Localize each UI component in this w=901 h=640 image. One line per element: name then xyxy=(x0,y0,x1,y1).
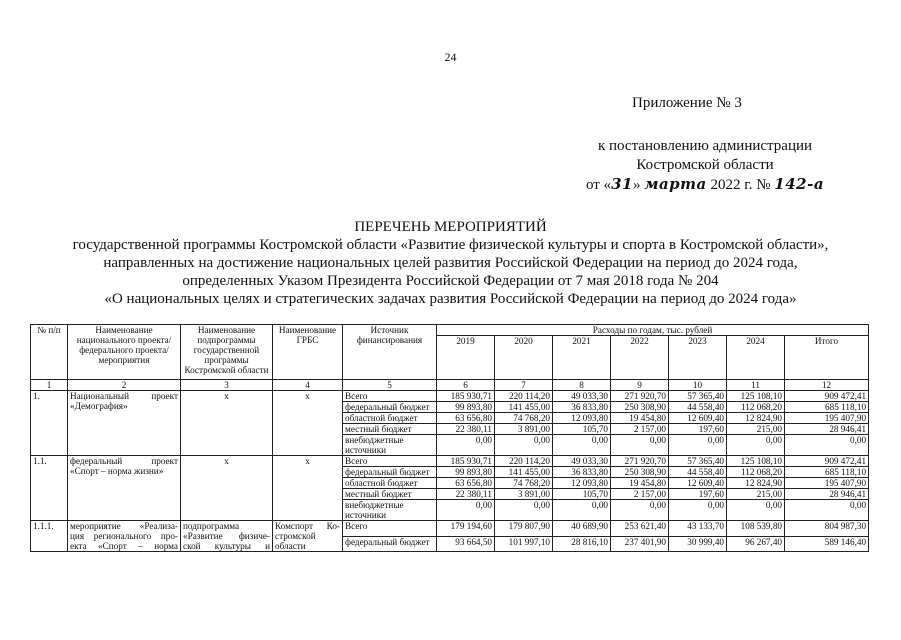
row-name-line: мероприятие «Реализа- xyxy=(70,521,178,531)
cell-total: 909 472,41 xyxy=(785,391,869,402)
col-number: 8 xyxy=(553,380,611,391)
decree-day: 31 xyxy=(611,175,633,193)
cell-value: 12 609,40 xyxy=(669,413,727,424)
cell-value: 3 891,00 xyxy=(495,424,553,435)
cell-total: 28 946,41 xyxy=(785,424,869,435)
row-subprogram-line: подпрограмма xyxy=(183,521,240,531)
header-2019: 2019 xyxy=(437,336,495,380)
cell-total: 685 118,10 xyxy=(785,402,869,413)
row-name: федеральный проект «Спорт – норма жизни» xyxy=(68,456,181,521)
cell-value: 74 768,20 xyxy=(495,478,553,489)
cell-value: 36 833,80 xyxy=(553,467,611,478)
cell-value: 141 455,00 xyxy=(495,467,553,478)
header-2022: 2022 xyxy=(611,336,669,380)
col-number: 2 xyxy=(68,380,181,391)
cell-value: 125 108,10 xyxy=(727,456,785,467)
cell-value: 12 824,90 xyxy=(727,413,785,424)
cell-total: 589 146,40 xyxy=(785,536,869,552)
row-source: федеральный бюджет xyxy=(343,536,437,552)
cell-value: 57 365,40 xyxy=(669,391,727,402)
cell-value: 12 824,90 xyxy=(727,478,785,489)
cell-value: 57 365,40 xyxy=(669,456,727,467)
cell-value: 105,70 xyxy=(553,424,611,435)
cell-value: 215,00 xyxy=(727,424,785,435)
cell-value: 99 893,80 xyxy=(437,467,495,478)
row-name-line: ция регионального про- xyxy=(70,531,178,541)
cell-value: 253 621,40 xyxy=(611,521,669,537)
cell-value: 28 816,10 xyxy=(553,536,611,552)
row-source: внебюджетные источники xyxy=(343,435,437,456)
row-num: 1.1. xyxy=(31,456,68,521)
row-grbs-line: стромской xyxy=(275,531,316,541)
column-number-row xyxy=(31,380,869,391)
cell-value: 237 401,90 xyxy=(611,536,669,552)
activities-table xyxy=(30,324,869,552)
row-source: внебюджетные источники xyxy=(343,500,437,521)
header-2023: 2023 xyxy=(669,336,727,380)
cell-total: 909 472,41 xyxy=(785,456,869,467)
row-num: 1. xyxy=(31,391,68,456)
cell-value: 12 609,40 xyxy=(669,478,727,489)
row-num: 1.1.1. xyxy=(31,521,68,552)
row-source: областной бюджет xyxy=(343,478,437,489)
row-source: Всего xyxy=(343,521,437,537)
row-source: федеральный бюджет xyxy=(343,467,437,478)
cell-value: 185 930,71 xyxy=(437,456,495,467)
cell-total: 28 946,41 xyxy=(785,489,869,500)
cell-value: 0,00 xyxy=(611,500,669,521)
header-num: № п/п xyxy=(31,325,68,380)
cell-value: 250 308,90 xyxy=(611,467,669,478)
header-subprogram: Наименование подпрограммы государственной программы Костромской области xyxy=(181,325,273,380)
row-source: федеральный бюджет xyxy=(343,402,437,413)
col-number: 7 xyxy=(495,380,553,391)
row-grbs-line: Комспорт Ко- xyxy=(275,521,340,531)
col-number: 9 xyxy=(611,380,669,391)
decree-mid: » xyxy=(632,177,645,193)
cell-value: 36 833,80 xyxy=(553,402,611,413)
row-source: местный бюджет xyxy=(343,424,437,435)
cell-value: 197,60 xyxy=(669,424,727,435)
row-subprogram: х xyxy=(181,456,273,521)
cell-value: 30 999,40 xyxy=(669,536,727,552)
col-number: 10 xyxy=(669,380,727,391)
col-number: 4 xyxy=(273,380,343,391)
cell-value: 271 920,70 xyxy=(611,391,669,402)
cell-value: 0,00 xyxy=(611,435,669,456)
cell-value: 197,60 xyxy=(669,489,727,500)
row-grbs xyxy=(273,521,343,552)
cell-value: 0,00 xyxy=(727,435,785,456)
cell-value: 22 380,11 xyxy=(437,489,495,500)
cell-value: 125 108,10 xyxy=(727,391,785,402)
cell-value: 40 689,90 xyxy=(553,521,611,537)
row-subprogram-line: «Развитие физиче- xyxy=(183,531,270,541)
header-project: Наименование национального проекта/федерального проекта/мероприятия xyxy=(68,325,181,380)
cell-value: 271 920,70 xyxy=(611,456,669,467)
cell-total: 0,00 xyxy=(785,435,869,456)
col-number: 1 xyxy=(31,380,68,391)
row-grbs-line: области xyxy=(275,541,306,551)
row-subprogram: х xyxy=(181,391,273,456)
cell-value: 19 454,80 xyxy=(611,478,669,489)
cell-value: 220 114,20 xyxy=(495,391,553,402)
cell-total: 195 407,90 xyxy=(785,478,869,489)
cell-value: 0,00 xyxy=(553,500,611,521)
decree-line-1: к постановлению администрации xyxy=(597,138,813,154)
cell-value: 0,00 xyxy=(495,500,553,521)
cell-value: 112 068,20 xyxy=(727,402,785,413)
header-source: Источник финансирования xyxy=(343,325,437,380)
table-row xyxy=(31,456,869,467)
cell-value: 141 455,00 xyxy=(495,402,553,413)
row-grbs: х xyxy=(273,391,343,456)
cell-value: 0,00 xyxy=(437,500,495,521)
row-source: областной бюджет xyxy=(343,413,437,424)
cell-value: 179 194,60 xyxy=(437,521,495,537)
title-line-1: ПЕРЕЧЕНЬ МЕРОПРИЯТИЙ xyxy=(354,219,547,235)
cell-value: 44 558,40 xyxy=(669,402,727,413)
cell-value: 0,00 xyxy=(495,435,553,456)
cell-value: 22 380,11 xyxy=(437,424,495,435)
row-subprogram-line: ской культуры и xyxy=(183,541,270,551)
cell-value: 112 068,20 xyxy=(727,467,785,478)
table-row xyxy=(31,391,869,402)
cell-value: 215,00 xyxy=(727,489,785,500)
decree-line-2: Костромской области xyxy=(636,157,774,173)
row-name xyxy=(68,521,181,552)
cell-total: 195 407,90 xyxy=(785,413,869,424)
document-title xyxy=(0,218,901,308)
cell-value: 49 033,30 xyxy=(553,391,611,402)
cell-value: 44 558,40 xyxy=(669,467,727,478)
cell-value: 43 133,70 xyxy=(669,521,727,537)
appendix-label: Приложение № 3 xyxy=(632,95,742,111)
row-name-line: екта «Спорт – норма xyxy=(70,541,178,551)
title-line-5: «О национальных целях и стратегических задачах развития Российской Федерации на период до 2024 года» xyxy=(104,291,797,307)
header-grbs: Наименование ГРБС xyxy=(273,325,343,380)
cell-value: 0,00 xyxy=(669,435,727,456)
table-row xyxy=(31,521,869,537)
row-source: Всего xyxy=(343,391,437,402)
cell-value: 19 454,80 xyxy=(611,413,669,424)
col-number: 6 xyxy=(437,380,495,391)
cell-value: 3 891,00 xyxy=(495,489,553,500)
cell-value: 0,00 xyxy=(727,500,785,521)
decree-prefix: от « xyxy=(585,177,612,193)
cell-value: 12 093,80 xyxy=(553,413,611,424)
decree-month: марта xyxy=(644,175,707,193)
row-source: местный бюджет xyxy=(343,489,437,500)
title-line-2: государственной программы Костромской области «Развитие физической культуры и спорта в Костромской области», xyxy=(72,237,829,253)
decree-reference xyxy=(555,137,855,195)
cell-value: 49 033,30 xyxy=(553,456,611,467)
cell-total: 804 987,30 xyxy=(785,521,869,537)
row-source: Всего xyxy=(343,456,437,467)
col-number: 12 xyxy=(785,380,869,391)
cell-total: 685 118,10 xyxy=(785,467,869,478)
row-grbs: х xyxy=(273,456,343,521)
cell-value: 12 093,80 xyxy=(553,478,611,489)
cell-total: 0,00 xyxy=(785,500,869,521)
title-line-4: определенных Указом Президента Российской Федерации от 7 мая 2018 года № 204 xyxy=(182,273,719,289)
header-expenses: Расходы по годам, тыс. рублей xyxy=(437,325,869,336)
cell-value: 108 539,80 xyxy=(727,521,785,537)
header-total: Итого xyxy=(785,336,869,380)
cell-value: 220 114,20 xyxy=(495,456,553,467)
row-subprogram xyxy=(181,521,273,552)
decree-year: 2022 г. № xyxy=(706,177,775,193)
cell-value: 185 930,71 xyxy=(437,391,495,402)
cell-value: 93 664,50 xyxy=(437,536,495,552)
page-number: 24 xyxy=(444,50,457,64)
cell-value: 2 157,00 xyxy=(611,424,669,435)
col-number: 11 xyxy=(727,380,785,391)
col-number: 3 xyxy=(181,380,273,391)
decree-number: 142-а xyxy=(774,175,825,193)
cell-value: 63 656,80 xyxy=(437,478,495,489)
cell-value: 250 308,90 xyxy=(611,402,669,413)
decree-date-line xyxy=(555,175,855,195)
cell-value: 101 997,10 xyxy=(495,536,553,552)
cell-value: 0,00 xyxy=(669,500,727,521)
title-line-3: направленных на достижение национальных целей развития Российской Федерации на период до 2024 года, xyxy=(103,255,798,271)
cell-value: 179 807,90 xyxy=(495,521,553,537)
cell-value: 2 157,00 xyxy=(611,489,669,500)
col-number: 5 xyxy=(343,380,437,391)
cell-value: 0,00 xyxy=(553,435,611,456)
cell-value: 105,70 xyxy=(553,489,611,500)
header-2020: 2020 xyxy=(495,336,553,380)
cell-value: 63 656,80 xyxy=(437,413,495,424)
header-2021: 2021 xyxy=(553,336,611,380)
row-name: Национальный проект «Демография» xyxy=(68,391,181,456)
cell-value: 74 768,20 xyxy=(495,413,553,424)
header-row-1 xyxy=(31,325,869,336)
header-2024: 2024 xyxy=(727,336,785,380)
cell-value: 96 267,40 xyxy=(727,536,785,552)
cell-value: 99 893,80 xyxy=(437,402,495,413)
cell-value: 0,00 xyxy=(437,435,495,456)
